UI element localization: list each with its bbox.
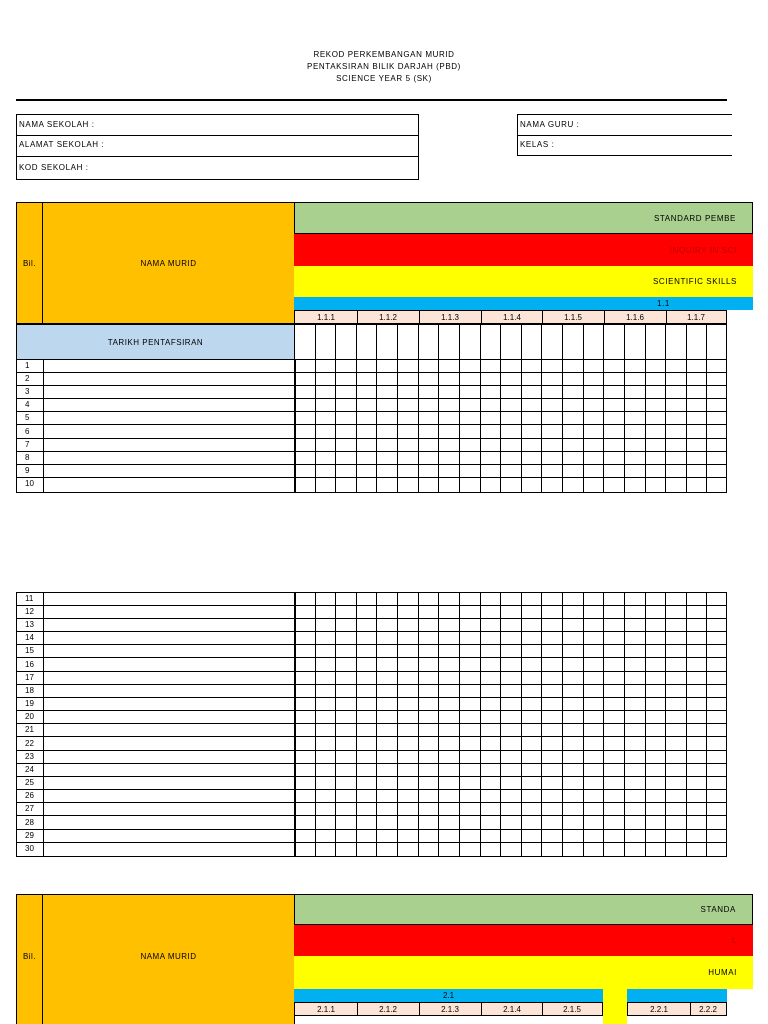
row-number: 21 [25, 725, 34, 734]
row-number: 1 [25, 361, 30, 370]
code-2-1-2: 2.1.2 [379, 1005, 397, 1014]
row-number: 7 [25, 440, 30, 449]
row-number: 15 [25, 646, 34, 655]
row-number: 26 [25, 791, 34, 800]
learning-band-2: L [294, 925, 753, 956]
code-1-1-1: 1.1.1 [317, 313, 335, 322]
row-number: 12 [25, 607, 34, 616]
row-number: 29 [25, 831, 34, 840]
row-number: 16 [25, 660, 34, 669]
nama-guru-field[interactable]: NAMA GURU : [520, 120, 580, 129]
doc-title-2: PENTAKSIRAN BILIK DARJAH (PBD) [307, 62, 461, 71]
bil-label: Bil. [22, 258, 37, 268]
row-number: 27 [25, 804, 34, 813]
alamat-sekolah-field[interactable]: ALAMAT SEKOLAH : [19, 140, 105, 149]
row-number: 10 [25, 479, 34, 488]
code-2-1-5: 2.1.5 [563, 1005, 581, 1014]
standard-band: STANDARD PEMBE [294, 202, 753, 234]
tarikh-label: TARIKH PENTAFSIRAN [107, 337, 204, 347]
row-number: 28 [25, 818, 34, 827]
inquiry-band: INQUIRY IN SCI [294, 234, 753, 266]
row-number: 13 [25, 620, 34, 629]
row-number: 24 [25, 765, 34, 774]
row-number: 14 [25, 633, 34, 642]
standard-code-band-2: 2.1 [294, 989, 603, 1002]
row-number: 6 [25, 427, 30, 436]
code-1-1-3: 1.1.3 [441, 313, 459, 322]
code-1-1-2: 1.1.2 [379, 313, 397, 322]
row-number: 5 [25, 413, 30, 422]
scientific-skills-band: SCIENTIFIC SKILLS [294, 266, 753, 297]
nama-murid-label-2: NAMA MURID [140, 952, 197, 961]
code-2-2-1: 2.2.1 [650, 1005, 668, 1014]
nama-sekolah-field[interactable]: NAMA SEKOLAH : [19, 120, 95, 129]
row-number: 22 [25, 739, 34, 748]
doc-title-3: SCIENCE YEAR 5 (SK) [336, 74, 432, 83]
human-band-2: HUMAI [294, 956, 753, 989]
nama-murid-label: NAMA MURID [140, 258, 197, 268]
kod-sekolah-field[interactable]: KOD SEKOLAH : [19, 163, 89, 172]
doc-title-1: REKOD PERKEMBANGAN MURID [313, 50, 455, 59]
row-number: 18 [25, 686, 34, 695]
code-2-1-3: 2.1.3 [441, 1005, 459, 1014]
row-number: 11 [25, 594, 34, 603]
row-number: 9 [25, 466, 30, 475]
row-number: 20 [25, 712, 34, 721]
row-number: 25 [25, 778, 34, 787]
code-2-1-1: 2.1.1 [317, 1005, 335, 1014]
row-number: 30 [25, 844, 34, 853]
code-1-1-4: 1.1.4 [503, 313, 521, 322]
row-number: 4 [25, 400, 30, 409]
row-number: 17 [25, 673, 34, 682]
code-1-1-6: 1.1.6 [626, 313, 644, 322]
row-number: 8 [25, 453, 30, 462]
code-1-1-7: 1.1.7 [687, 313, 705, 322]
row-number: 2 [25, 374, 30, 383]
bil-label-2: Bil. [22, 952, 37, 961]
standard-code-band: 1.1 [294, 297, 753, 310]
row-number: 23 [25, 752, 34, 761]
row-number: 19 [25, 699, 34, 708]
row-number: 3 [25, 387, 30, 396]
code-2-1-4: 2.1.4 [503, 1005, 521, 1014]
standard-band-2: STANDA [294, 894, 753, 925]
code-2-2-2: 2.2.2 [699, 1005, 717, 1014]
code-1-1-5: 1.1.5 [564, 313, 582, 322]
kelas-field[interactable]: KELAS : [520, 140, 555, 149]
